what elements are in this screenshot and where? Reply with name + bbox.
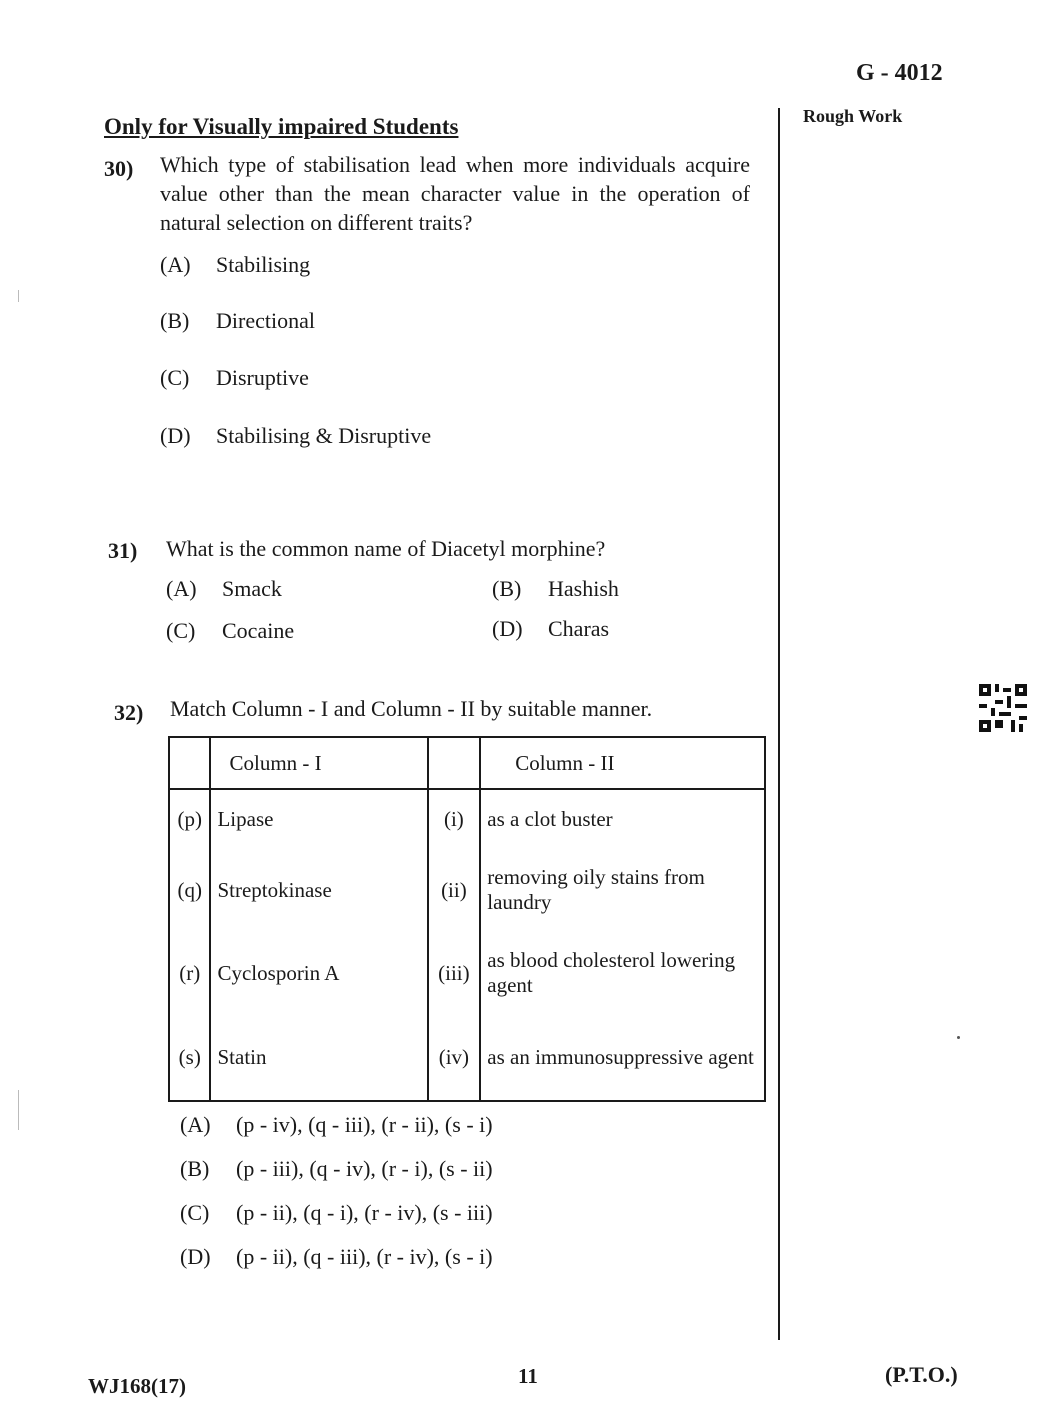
question-number: 32)	[114, 700, 144, 725]
row-key-1: (r)	[169, 931, 210, 1015]
table-row	[169, 849, 765, 931]
booklet-code: WJ168(17)	[88, 1374, 186, 1398]
option	[160, 252, 310, 278]
option-text: Cocaine	[222, 618, 295, 643]
option-text: (p - iii), (q - iv), (r - i), (s - ii)	[236, 1156, 493, 1181]
option-label: (B)	[160, 308, 190, 333]
option-text: (p - ii), (q - iii), (r - iv), (s - i)	[236, 1244, 493, 1269]
option-text: Stabilising & Disruptive	[216, 423, 432, 448]
rough-work-divider	[778, 108, 780, 1340]
option	[180, 1112, 493, 1138]
paper-code: G - 4012	[856, 60, 943, 86]
option-label: (D)	[492, 616, 523, 641]
section-heading: Only for Visually impaired Students	[104, 114, 459, 139]
option-label: (D)	[160, 423, 191, 448]
scan-margin-mark	[18, 290, 19, 302]
option	[492, 616, 609, 642]
row-value-2: as an immunosuppressive agent	[480, 1015, 765, 1101]
option	[180, 1200, 493, 1226]
question-number: 30)	[104, 156, 134, 181]
pto-label: (P.T.O.)	[885, 1362, 958, 1387]
row-key-2: (ii)	[428, 849, 481, 931]
option-label: (C)	[180, 1200, 210, 1225]
row-key-1: (s)	[169, 1015, 210, 1101]
option-label: (C)	[166, 618, 196, 643]
option	[492, 576, 619, 602]
option-label: (A)	[166, 576, 197, 601]
row-key-1: (q)	[169, 849, 210, 931]
option-text: (p - ii), (q - i), (r - iv), (s - iii)	[236, 1200, 493, 1225]
question-text: What is the common name of Diacetyl morphine?	[166, 536, 606, 561]
row-value-1: Cyclosporin A	[210, 931, 427, 1015]
row-key-1: (p)	[169, 789, 210, 849]
option	[160, 423, 431, 449]
row-value-1: Lipase	[210, 789, 427, 849]
row-value-2: as a clot buster	[480, 789, 765, 849]
row-value-1: Streptokinase	[210, 849, 427, 931]
row-value-2: removing oily stains from laundry	[480, 849, 765, 931]
option-text: Disruptive	[216, 365, 309, 390]
option-text: (p - iv), (q - iii), (r - ii), (s - i)	[236, 1112, 493, 1137]
question-text: Match Column - I and Column - II by suitable manner.	[170, 696, 653, 721]
option-label: (C)	[160, 365, 190, 390]
rough-work-label: Rough Work	[803, 106, 903, 126]
table-row	[169, 931, 765, 1015]
match-table	[168, 736, 766, 1102]
option	[166, 576, 282, 602]
question-number: 31)	[108, 538, 138, 563]
qr-code-icon	[979, 684, 1027, 732]
option-label: (B)	[180, 1156, 210, 1181]
table-row	[169, 789, 765, 849]
option-text: Directional	[216, 308, 315, 333]
column-1-header: Column - I	[210, 737, 427, 789]
row-key-2: (iv)	[428, 1015, 481, 1101]
option-text: Charas	[548, 616, 610, 641]
table-cell	[428, 737, 481, 789]
table-row	[169, 1015, 765, 1101]
table-cell	[169, 737, 210, 789]
option-text: Stabilising	[216, 252, 311, 277]
option	[180, 1244, 493, 1270]
scan-margin-mark	[18, 1090, 19, 1130]
option-text: Smack	[222, 576, 282, 601]
page-number: 11	[518, 1364, 538, 1388]
row-value-1: Statin	[210, 1015, 427, 1101]
option-label: (D)	[180, 1244, 211, 1269]
option-label: (B)	[492, 576, 522, 601]
column-2-header: Column - II	[480, 737, 765, 789]
option-label: (A)	[180, 1112, 211, 1137]
option-text: Hashish	[548, 576, 619, 601]
option-label: (A)	[160, 252, 191, 277]
row-value-2: as blood cholesterol lowering agent	[480, 931, 765, 1015]
question-text: Which type of stabilisation lead when more individuals acquire value other than the mean character value in the operation of natural selection on different traits?	[160, 152, 750, 235]
scan-speck	[957, 1036, 960, 1039]
row-key-2: (iii)	[428, 931, 481, 1015]
option	[166, 618, 294, 644]
row-key-2: (i)	[428, 789, 481, 849]
option	[160, 365, 309, 391]
option	[180, 1156, 493, 1182]
option	[160, 308, 315, 334]
table-header-row	[169, 737, 765, 789]
